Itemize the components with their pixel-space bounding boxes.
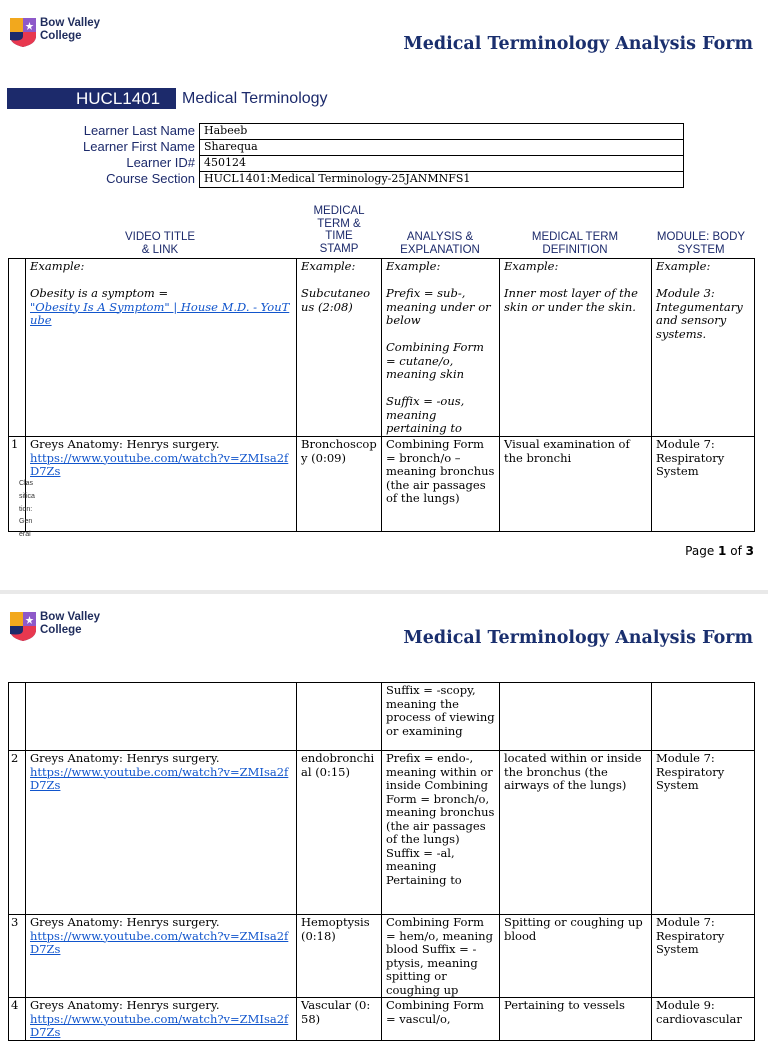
row-number: 3 [9,915,26,998]
term-cell: Vascular (0:58) [297,998,382,1041]
definition-cell: Spitting or coughing up blood [500,915,652,998]
document-page-2 [0,594,768,1039]
college-logo-text: Bow Valley College [40,17,101,42]
college-logo-icon [9,610,37,642]
analysis-cell: Combining Form = bronch/o – meaning bronchus (the air passages of the lungs) [382,437,500,532]
example-analysis-cell: Example: Prefix = sub-, meaning under or below Combining Form = cutane/o, meaning skin Suffix = -ous, meaning pertaining to [382,259,500,437]
video-cell [26,751,297,915]
example-number-cell [9,259,26,437]
table-row [9,998,755,1041]
col-header-analysis: ANALYSIS & EXPLANATION [400,231,480,256]
course-section-field[interactable]: HUCL1401:Medical Terminology-25JANMNFS1 [199,171,684,188]
analysis-cell: Combining Form = hem/o, meaning blood Suffix = -ptysis, meaning spitting or coughing up [382,915,500,998]
video-cell [26,915,297,998]
learner-id-field[interactable]: 450124 [199,155,684,172]
term-cell: endobronchial (0:15) [297,751,382,915]
module-cell: Module 7: Respiratory System [652,751,755,915]
video-title: Greys Anatomy: Henrys surgery. [30,915,220,929]
example-video-cell: Example: Obesity is a symptom = "Obesity Is A Symptom" | House M.D. - YouTube [26,259,297,437]
row-number-empty [9,683,26,751]
definition-cell-empty [500,683,652,751]
row-number: 4 [9,998,26,1041]
course-name: Medical Terminology [182,90,328,107]
example-video-link[interactable]: "Obesity Is A Symptom" | House M.D. - YouTube [30,299,290,327]
video-link[interactable]: https://www.youtube.com/watch?v=ZMIsa2fD7Zs [30,450,289,478]
analysis-cell: Prefix = endo-, meaning within or inside Combining Form = bronch/o, meaning bronchus (the air passages of the lungs) Suffix = -al, meaning Pertaining to [382,751,500,915]
col-header-definition: MEDICAL TERM DEFINITION [531,231,619,256]
term-cell-empty [297,683,382,751]
terminology-table-continued [8,682,755,1041]
course-code: HUCL1401 [76,89,161,108]
term-cell: Bronchoscopy (0:09) [297,437,382,532]
definition-cell: Visual examination of the bronchi [500,437,652,532]
form-title: Medical Terminology Analysis Form [403,628,753,648]
college-logo-icon [9,16,37,48]
definition-cell: located within or inside the bronchus (the airways of the lungs) [500,751,652,915]
example-definition-cell: Example: Inner most layer of the skin or under the skin. [500,259,652,437]
row-number: 2 [9,751,26,915]
module-cell: Module 7: Respiratory System [652,915,755,998]
example-module-cell: Example: Module 3: Integumentary and sensory systems. [652,259,755,437]
table-row [9,437,755,532]
table-row [9,915,755,998]
course-section-label: Course Section [106,171,195,186]
learner-id-label: Learner ID# [126,155,195,170]
learner-last-name-field[interactable]: Habeeb [199,123,684,140]
table-row-continued [9,683,755,751]
video-title: Greys Anatomy: Henrys surgery. [30,751,220,765]
form-title: Medical Terminology Analysis Form [403,34,753,54]
college-logo-text: Bow Valley College [40,611,101,636]
term-cell: Hemoptysis (0:18) [297,915,382,998]
module-cell: Module 9: cardiovascular [652,998,755,1041]
video-link[interactable]: https://www.youtube.com/watch?v=ZMIsa2fD7Zs [30,1011,289,1039]
video-link[interactable]: https://www.youtube.com/watch?v=ZMIsa2fD7Zs [30,928,289,956]
row-number: 1 [9,437,26,532]
col-header-module: MODULE: BODY SYSTEM [656,231,746,256]
example-term-cell: Example: Subcutaneous (2:08) [297,259,382,437]
col-header-video: VIDEO TITLE & LINK [124,231,196,256]
page-number: Page 1 of 3 [685,544,754,558]
table-row [9,751,755,915]
example-row [9,259,755,437]
learner-first-name-field[interactable]: Sharequa [199,139,684,156]
college-logo [9,610,109,642]
video-title: Greys Anatomy: Henrys surgery. [30,437,220,451]
video-title: Greys Anatomy: Henrys surgery. [30,998,220,1012]
video-link[interactable]: https://www.youtube.com/watch?v=ZMIsa2fD7Zs [30,764,289,792]
module-cell: Module 7: Respiratory System [652,437,755,532]
college-logo [9,16,109,48]
video-cell [26,437,297,532]
classification-label: Classification: General [19,480,35,539]
terminology-table [8,258,755,532]
analysis-cell: Suffix = -scopy, meaning the process of viewing or examining [382,683,500,751]
video-cell [26,998,297,1041]
module-cell-empty [652,683,755,751]
definition-cell: Pertaining to vessels [500,998,652,1041]
col-header-term: MEDICAL TERM & TIME STAMP [313,205,365,255]
learner-last-name-label: Learner Last Name [83,123,195,138]
analysis-cell: Combining Form = vascul/o, [382,998,500,1041]
video-cell-empty [26,683,297,751]
learner-first-name-label: Learner First Name [83,139,195,154]
